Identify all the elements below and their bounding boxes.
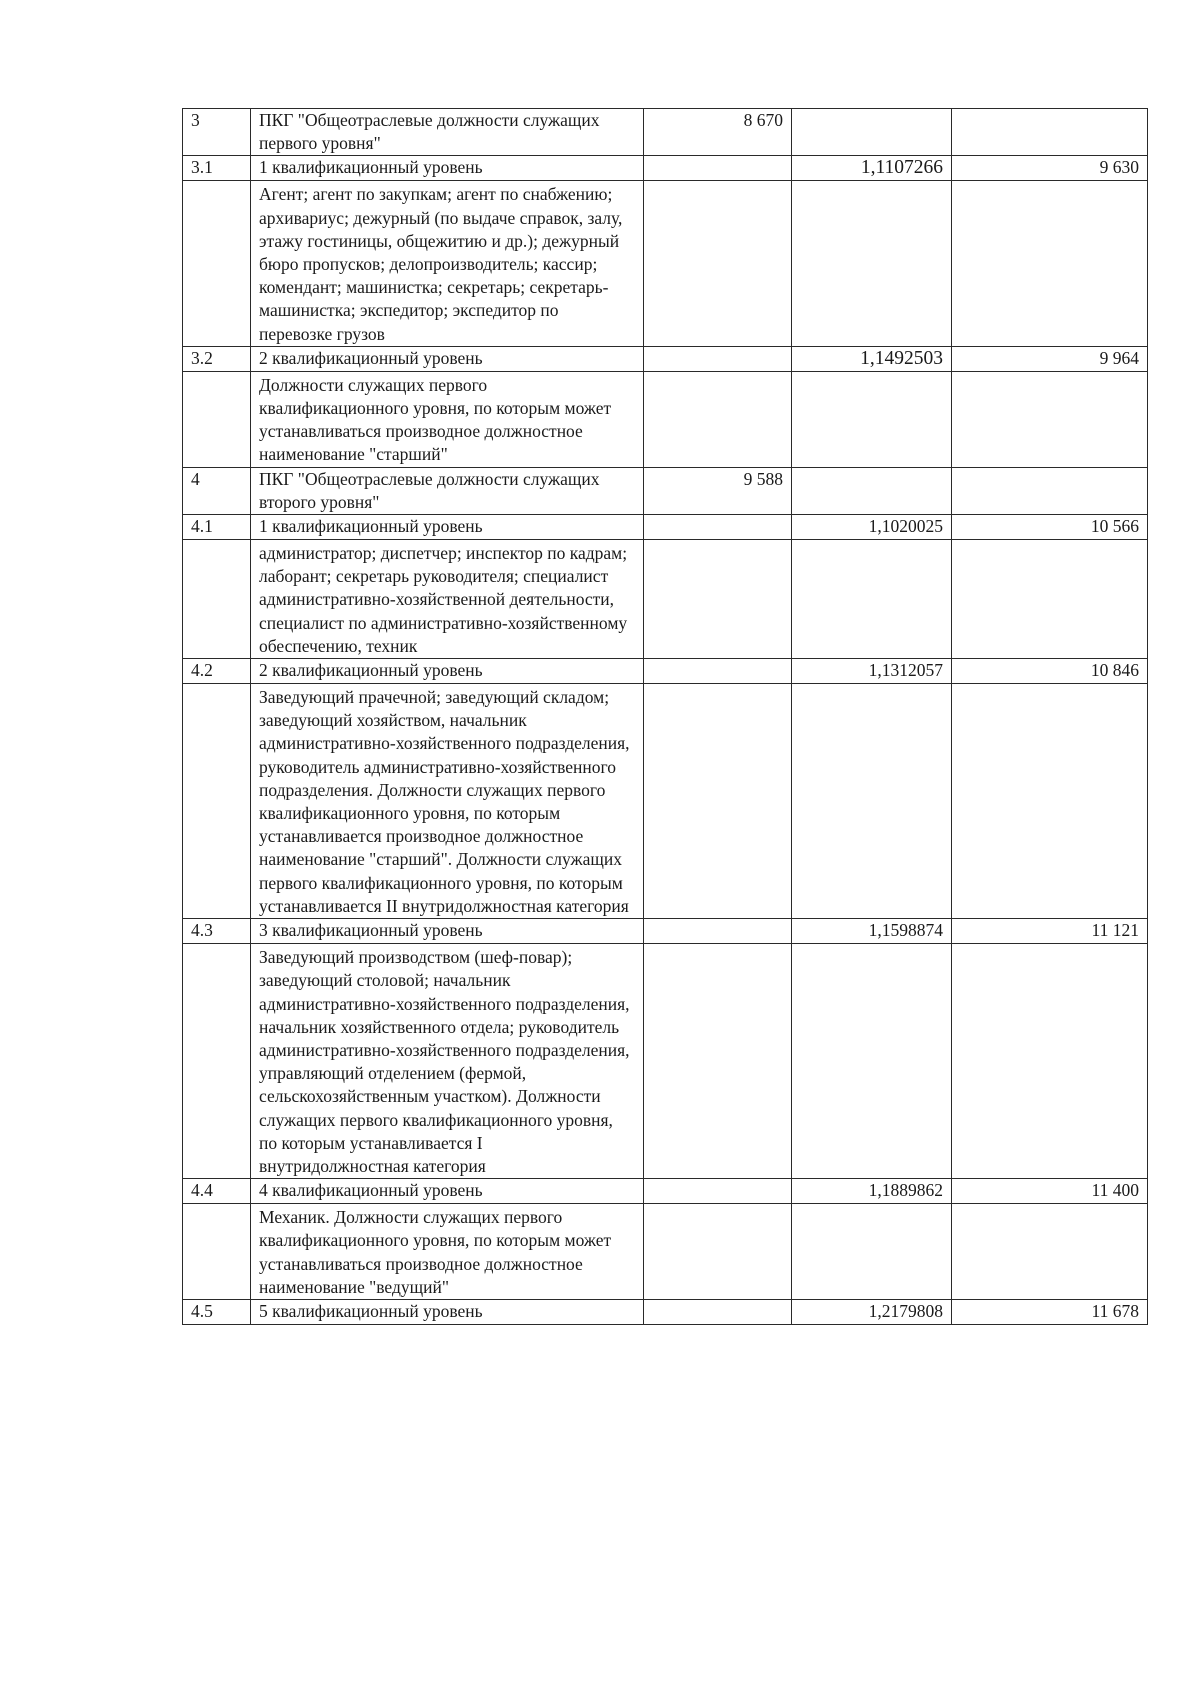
row-number — [183, 181, 251, 346]
table-row — [183, 515, 1148, 540]
base-salary — [644, 540, 792, 659]
base-salary: 9 588 — [644, 467, 792, 514]
row-number: 3.1 — [183, 156, 251, 181]
row-number: 4 — [183, 467, 251, 514]
base-salary — [644, 156, 792, 181]
table-row — [183, 659, 1148, 684]
position-name: ПКГ "Общеотраслевые должности служащих второго уровня" — [251, 467, 644, 514]
position-name: 4 квалификационный уровень — [251, 1179, 644, 1204]
table-row — [183, 1299, 1148, 1324]
base-salary — [644, 515, 792, 540]
base-salary — [644, 1204, 792, 1300]
salary — [952, 540, 1148, 659]
position-name: 2 квалификационный уровень — [251, 659, 644, 684]
position-description: Заведующий прачечной; заведующий складом; заведующий хозяйством, начальник административно-хозяйственного подразделения, руководитель административно-хозяйственного подразделения. Должности служащих первого квалификационного уровня, по которым устанавливается производное должностное наименование "старший". Должности служащих первого квалификационного уровня, по которым устанавливается II внутридолжностная категория — [251, 684, 644, 919]
position-description: Заведующий производством (шеф-повар); заведующий столовой; начальник административно-хозяйственного подразделения, начальник хозяйственного отдела; руководитель административно-хозяйственного подразделения, управляющий отделением (фермой, сельскохозяйственным участком). Должности служащих первого квалификационного уровня, по которым устанавливается I внутридолжностная категория — [251, 944, 644, 1179]
base-salary — [644, 1299, 792, 1324]
table-row — [183, 919, 1148, 944]
coefficient — [792, 1204, 952, 1300]
salary-table-body — [183, 109, 1148, 1325]
salary — [952, 1204, 1148, 1300]
base-salary — [644, 346, 792, 371]
coefficient — [792, 109, 952, 156]
salary: 10 566 — [952, 515, 1148, 540]
position-name: 1 квалификационный уровень — [251, 156, 644, 181]
coefficient: 1,2179808 — [792, 1299, 952, 1324]
salary — [952, 181, 1148, 346]
position-description: Должности служащих первого квалификационного уровня, по которым может устанавливаться производное должностное наименование "старший" — [251, 371, 644, 467]
table-row — [183, 346, 1148, 371]
table-row — [183, 109, 1148, 156]
table-row — [183, 1179, 1148, 1204]
position-description: администратор; диспетчер; инспектор по кадрам; лаборант; секретарь руководителя; специалист административно-хозяйственной деятельности, специалист по административно-хозяйственному обеспечению, техник — [251, 540, 644, 659]
base-salary — [644, 371, 792, 467]
position-description: Механик. Должности служащих первого квалификационного уровня, по которым может устанавливаться производное должностное наименование "ведущий" — [251, 1204, 644, 1300]
base-salary — [644, 919, 792, 944]
salary — [952, 371, 1148, 467]
coefficient: 1,1889862 — [792, 1179, 952, 1204]
salary: 11 678 — [952, 1299, 1148, 1324]
base-salary: 8 670 — [644, 109, 792, 156]
position-name: 1 квалификационный уровень — [251, 515, 644, 540]
coefficient: 1,1020025 — [792, 515, 952, 540]
base-salary — [644, 659, 792, 684]
row-number: 4.1 — [183, 515, 251, 540]
table-row — [183, 156, 1148, 181]
coefficient — [792, 684, 952, 919]
salary: 10 846 — [952, 659, 1148, 684]
position-name: 2 квалификационный уровень — [251, 346, 644, 371]
table-row — [183, 371, 1148, 467]
table-row — [183, 540, 1148, 659]
row-number — [183, 684, 251, 919]
table-row — [183, 1204, 1148, 1300]
table-row — [183, 684, 1148, 919]
base-salary — [644, 684, 792, 919]
table-row — [183, 181, 1148, 346]
row-number: 3.2 — [183, 346, 251, 371]
salary — [952, 944, 1148, 1179]
salary — [952, 109, 1148, 156]
coefficient — [792, 467, 952, 514]
salary: 9 964 — [952, 346, 1148, 371]
coefficient: 1,1107266 — [792, 156, 952, 181]
salary: 9 630 — [952, 156, 1148, 181]
row-number — [183, 1204, 251, 1300]
position-description: Агент; агент по закупкам; агент по снабжению; архивариус; дежурный (по выдаче справок, залу, этажу гостиницы, общежитию и др.); дежурный бюро пропусков; делопроизводитель; кассир; комендант; машинистка; секретарь; секретарь-машинистка; экспедитор; экспедитор по перевозке грузов — [251, 181, 644, 346]
table-row — [183, 944, 1148, 1179]
salary: 11 121 — [952, 919, 1148, 944]
salary: 11 400 — [952, 1179, 1148, 1204]
row-number: 4.4 — [183, 1179, 251, 1204]
row-number — [183, 540, 251, 659]
row-number: 3 — [183, 109, 251, 156]
coefficient: 1,1312057 — [792, 659, 952, 684]
row-number: 4.5 — [183, 1299, 251, 1324]
row-number: 4.2 — [183, 659, 251, 684]
coefficient — [792, 181, 952, 346]
table-row — [183, 467, 1148, 514]
base-salary — [644, 944, 792, 1179]
coefficient — [792, 540, 952, 659]
row-number — [183, 944, 251, 1179]
position-name: 3 квалификационный уровень — [251, 919, 644, 944]
row-number — [183, 371, 251, 467]
coefficient — [792, 371, 952, 467]
position-name: 5 квалификационный уровень — [251, 1299, 644, 1324]
salary — [952, 684, 1148, 919]
base-salary — [644, 181, 792, 346]
row-number: 4.3 — [183, 919, 251, 944]
salary-table — [182, 108, 1148, 1325]
base-salary — [644, 1179, 792, 1204]
salary — [952, 467, 1148, 514]
coefficient — [792, 944, 952, 1179]
coefficient: 1,1492503 — [792, 346, 952, 371]
position-name: ПКГ "Общеотраслевые должности служащих первого уровня" — [251, 109, 644, 156]
coefficient: 1,1598874 — [792, 919, 952, 944]
